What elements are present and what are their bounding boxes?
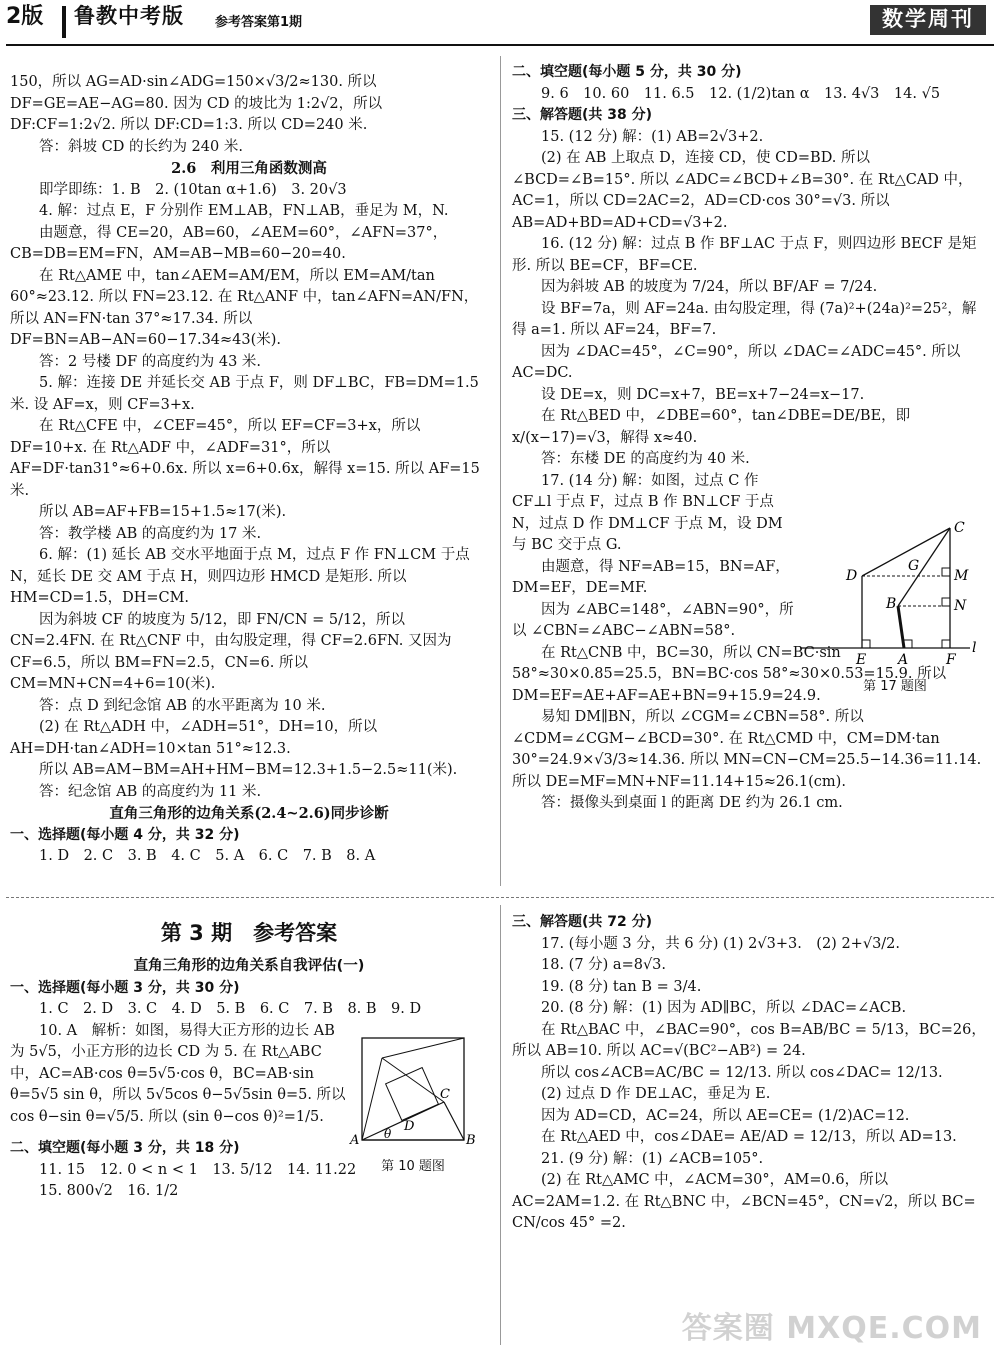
paragraph: 在 Rt△BED 中，∠DBE=60°，tan∠DBE=DE/BE，即 x/(x−17)=√3，解得 x≈40. — [512, 408, 911, 446]
paragraph: 在 Rt△CFE 中，∠CEF=45°，所以 EF=CF=3+x，所以 DF=10+x. 在 Rt△ADF 中，∠ADF=31°，所以 AF=DF·tan31°≈6+0.6x. 所以 x=6+0.6x，解得 x=15. 所以 AF=15 米. — [10, 418, 480, 499]
top-left-column — [10, 72, 488, 868]
label-a: A — [898, 652, 909, 668]
paragraph: 易知 DM∥BN，所以 ∠CGM=∠CBN=58°. 所以 ∠CDM=∠CGM−∠BCD=30°. 在 Rt△CMD 中，CM=DM·tan 30°=24.9×√3/3≈14.36. 所以 MN=CN−CM=25.5−14.36=11.14. 所以 DE=MF=MN+NF=11.14+15≈26.1(cm). — [512, 709, 982, 790]
answer-line: 答：教学楼 AB 的高度约为 17 米. — [39, 525, 262, 542]
label-e: E — [856, 652, 867, 668]
header-divider — [62, 6, 66, 38]
label-n: N — [954, 598, 967, 614]
choice-answers: 1. C 2. D 3. C 4. D 5. B 6. C 7. B 8. B 9. D — [39, 1001, 422, 1017]
paragraph: 16. (12 分) 解：过点 B 作 BF⊥AC 于点 F，则四边形 BECF 是矩形. 所以 BE=CF，BF=CE. — [512, 236, 977, 274]
figure-17 — [800, 518, 990, 697]
paragraph: 设 DE=x，则 DC=x+7，BE=x+7−24=x−17. — [541, 386, 865, 403]
label-f: F — [946, 652, 956, 668]
answer-line: 答：2 号楼 DF 的高度约为 43 米. — [39, 353, 262, 370]
answer-line: 答：纪念馆 AB 的高度约为 11 米. — [39, 783, 262, 800]
label-l: l — [972, 640, 977, 656]
paragraph: (2) 过点 D 作 DE⊥AC，垂足为 E. — [541, 1086, 771, 1102]
figure-17-caption: 第 17 题图 — [863, 678, 927, 694]
paragraph: 18. (7 分) a=8√3. — [541, 957, 667, 973]
figure-10 — [348, 1036, 478, 1177]
section-heading: 二、填空题(每小题 5 分，共 30 分) — [512, 64, 742, 80]
label-a: A — [350, 1133, 360, 1148]
section-divider — [6, 897, 994, 898]
label-m: M — [954, 568, 969, 584]
quick-answers: 即学即练：1. B 2. (10tan α+1.6) 3. 20√3 — [39, 181, 347, 198]
paragraph: 因为斜坡 CF 的坡度为 5/12，即 FN/CN = 5/12，所以 CN=2.4FN. 在 Rt△CNF 中，由勾股定理，得 CF=2.6FN. 又因为 CF=6.5，所以 BM=FN=2.5，CN=6. 所以 CM=MN+CN=4+6=10(米). — [10, 611, 452, 692]
bottom-right-column — [512, 912, 990, 1235]
paragraph: (2) 在 Rt△ADH 中，∠ADH=51°，DH=10，所以 AH=DH·tan∠ADH=10×tan 51°≈12.3. — [10, 719, 378, 757]
paragraph: 所以 AB=AF+FB=15+1.5≈17(米). — [39, 504, 287, 520]
label-theta: θ — [384, 1127, 392, 1141]
watermark: 答案圈 MXQE.COM — [681, 1310, 982, 1346]
paragraph: 15. (12 分) 解：(1) AB=2√3+2. — [541, 128, 764, 145]
section-title: 2.6 利用三角函数测高 — [171, 160, 327, 177]
column-divider-bottom — [500, 905, 501, 1345]
fill-answers: 9. 6 10. 60 11. 6.5 12. (1/2)tan α 13. 4√3 14. √5 — [541, 85, 941, 102]
label-d: D — [846, 568, 858, 584]
brand-badge: 数学周刊 — [870, 5, 986, 35]
section-heading: 一、选择题(每小题 3 分，共 30 分) — [10, 979, 240, 996]
answer-line: 答：东楼 DE 的高度约为 40 米. — [541, 451, 750, 467]
answer-line: 答：点 D 到纪念馆 AB 的水平距离为 10 米. — [39, 697, 326, 714]
figure-10-caption: 第 10 题图 — [381, 1158, 445, 1174]
header-rule — [6, 44, 994, 46]
paragraph: 21. (9 分) 解：(1) ∠ACB=105°. — [541, 1150, 764, 1167]
choice-answers: 1. D 2. C 3. B 4. C 5. A 6. C 7. B 8. A — [39, 848, 376, 864]
paragraph: 因为斜坡 AB 的坡度为 7/24，所以 BF/AF = 7/24. — [541, 279, 878, 295]
section-heading: 二、填空题(每小题 3 分，共 18 分) — [10, 1140, 240, 1156]
paragraph: 由题意，得 NF=AB=15，BN=AF，DM=EF，DE=MF. — [512, 558, 790, 596]
paragraph: 因为 ∠DAC=45°，∠C=90°，所以 ∠DAC=∠ADC=45°. 所以 AC=DC. — [512, 343, 961, 381]
label-c: C — [954, 520, 965, 536]
paragraph: 在 Rt△CNB 中，BC=30，所以 CN=BC·sin 58°≈30×0.85=25.5，BN=BC·cos 58°≈30×0.53=15.9. 所以 DM=EF=AE+AF=AE+BN=9+15.9=24.9. — [512, 644, 947, 704]
section-heading: 三、解答题(共 72 分) — [512, 914, 653, 930]
section-title: 直角三角形的边角关系(2.4~2.6)同步诊断 — [109, 805, 389, 822]
paragraph: 因为 ∠ABC=148°，∠ABN=90°，所以 ∠CBN=∠ABC−∠ABN=58°. — [512, 601, 794, 639]
top-right-column — [512, 62, 990, 815]
issue-title: 第 3 期 参考答案 — [160, 921, 338, 945]
page-header — [0, 0, 1000, 46]
paragraph: 5. 解：连接 DE 并延长交 AB 于点 F，则 DF⊥BC，FB=DM=1.5 米. 设 AF=x，则 CF=3+x. — [10, 375, 479, 413]
paragraph: 在 Rt△AED 中，cos∠DAE= AE/AD = 12/13，所以 AD=13. — [541, 1129, 957, 1145]
paragraph: (2) 在 AB 上取点 D，连接 CD，使 CD=BD. 所以 ∠BCD=∠B=15°. 所以 ∠ADC=∠BCD+∠B=30°. 在 Rt△CAD 中，AC=1，所以 CD=2AC=2，AD=CD·cos 30°=√3. 所以 AB=AD+BD=AD+CD=√3+2. — [512, 150, 973, 231]
exam-title: 直角三角形的边角关系自我评估(一) — [133, 958, 365, 974]
paragraph: 20. (8 分) 解：(1) 因为 AD∥BC，所以 ∠DAC=∠ACB. — [541, 1000, 907, 1016]
answer-line: 答：摄像头到桌面 l 的距离 DE 约为 26.1 cm. — [541, 795, 843, 811]
section-heading: 三、解答题(共 38 分) — [512, 107, 653, 123]
figure-17-diagram — [800, 518, 990, 668]
label-b: B — [466, 1133, 476, 1148]
edition-label: 2版 — [6, 4, 44, 29]
paragraph: 在 Rt△BAC 中，∠BAC=90°，cos B=AB/BC = 5/13，BC=26，所以 AB=10. 所以 AC=√(BC²−AB²) = 24. — [512, 1021, 986, 1059]
paragraph: 所以 AB=AM−BM=AH+HM−BM=12.3+1.5−2.5≈11(米). — [39, 762, 458, 778]
paragraph: 因为 AD=CD，AC=24，所以 AE=CE= (1/2)AC=12. — [541, 1107, 910, 1124]
paragraph: 所以 cos∠ACB=AC/BC = 12/13. 所以 cos∠DAC= 12/13. — [541, 1064, 943, 1081]
paragraph: 由题意，得 CE=20，AB=60，∠AEM=60°，∠AFN=37°，CB=DB=EM=FN，AM=AB−MB=60−20=40. — [10, 224, 448, 262]
paragraph: 4. 解：过点 E，F 分别作 EM⊥AB，FN⊥AB，垂足为 M，N. — [39, 203, 449, 219]
paragraph: 150，所以 AG=AD·sin∠ADG=150×√3/2≈130. 所以 DF=GE=AE−AG=80. 因为 CD 的坡比为 1:2√2，所以 DF:CF=1:2√2. 所以 DF:CD=1:3. 所以 CD=240 米. — [10, 74, 383, 133]
answer-line: 答：斜坡 CD 的长约为 240 米. — [39, 138, 243, 155]
paragraph: 17. (每小题 3 分，共 6 分) (1) 2√3+3. (2) 2+√3/2. — [541, 935, 901, 952]
section-heading: 一、选择题(每小题 4 分，共 32 分) — [10, 826, 240, 843]
fill-answers: 15. 800√2 16. 1/2 — [39, 1183, 179, 1199]
paragraph: 6. 解：(1) 延长 AB 交水平地面于点 M，过点 F 作 FN⊥CM 于点 N，延长 DE 交 AM 于点 H，则四边形 HMCD 是矩形. 所以 HM=CD=1.5，DH=CM. — [10, 547, 470, 606]
paragraph: 10. A 解析：如图，易得大正方形的边长 AB 为 5√5，小正方形的边长 CD 为 5. 在 Rt△ABC 中，AC=AB·cos θ=5√5·cos θ，BC=AB·sin θ=5√5 sin θ，所以 5√5cos θ−5√5sin θ=5. 所以 cos θ−sin θ=√5/5. 所以 (sin θ−cos θ)²=1/5. — [10, 1022, 346, 1125]
column-divider — [500, 56, 501, 886]
edition-title: 鲁教中考版 — [74, 4, 184, 28]
label-b: B — [886, 596, 897, 612]
paragraph: 在 Rt△AME 中，tan∠AEM=AM/EM，所以 EM=AM/tan 60°≈23.12. 所以 FN=23.12. 在 Rt△ANF 中，tan∠AFN=AN/FN，所以 AN=FN·tan 37°≈17.34. 所以 DF=BN=AB−AN=60−17.34≈43(米). — [10, 267, 479, 348]
paragraph: 设 BF=7a，则 AF=24a. 由勾股定理，得 (7a)²+(24a)²=25²，解得 a=1. 所以 AF=24，BF=7. — [512, 300, 977, 338]
fill-answers: 11. 15 12. 0 < n < 1 13. 5/12 14. 11.22 — [39, 1161, 357, 1178]
figure-10-diagram — [348, 1036, 478, 1148]
paragraph: 17. (14 分) 解：如图，过点 C 作 CF⊥l 于点 F，过点 B 作 BN⊥CF 于点 N，过点 D 作 DM⊥CF 于点 M，设 DM 与 BC 交于点 G. — [512, 472, 783, 553]
paragraph: 19. (8 分) tan B = 3/4. — [541, 978, 702, 995]
label-d: D — [404, 1119, 415, 1134]
issue-subtitle: 参考答案第1期 — [215, 15, 303, 30]
label-c: C — [440, 1087, 450, 1102]
paragraph: (2) 在 Rt△AMC 中，∠ACM=30°，AM=0.6，所以 AC=2AM=1.2. 在 Rt△BNC 中，∠BCN=45°，CN=√2，所以 BC= CN/cos 45° =2. — [512, 1172, 976, 1231]
label-g: G — [908, 558, 920, 574]
